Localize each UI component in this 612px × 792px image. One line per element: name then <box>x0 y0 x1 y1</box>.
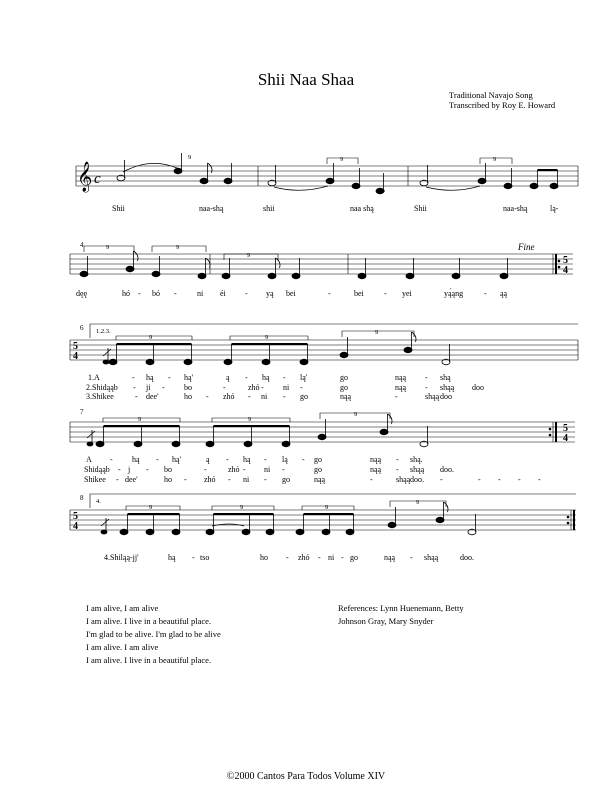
svg-text:-: - <box>396 465 399 474</box>
tuplet-label: 9 <box>265 334 269 341</box>
svg-text:dee': dee' <box>125 475 138 484</box>
svg-text:-: - <box>184 475 187 484</box>
lyrics-verse-4 <box>104 553 474 562</box>
svg-text:-: - <box>341 553 344 562</box>
svg-text:-: - <box>425 383 428 392</box>
svg-text:doo.: doo. <box>410 475 424 484</box>
song-title: Shii Naa Shaa <box>257 70 355 89</box>
svg-text:lą: lą <box>282 455 288 464</box>
fine-marking: Fine <box>518 242 535 252</box>
svg-text:go: go <box>300 392 308 401</box>
svg-text:go: go <box>340 373 348 382</box>
translation-line: I am alive. I am alive <box>86 642 159 652</box>
svg-text:nąą: nąą <box>370 465 382 474</box>
svg-text:-: - <box>282 465 285 474</box>
staff-3 <box>70 324 578 360</box>
svg-text:-: - <box>410 553 413 562</box>
svg-text:3.Shikee: 3.Shikee <box>86 392 114 401</box>
svg-text:doo.: doo. <box>460 553 474 562</box>
measure-number: 4 <box>80 241 84 249</box>
svg-text:-: - <box>498 475 501 484</box>
lyrics-verse-3-repeat <box>84 475 541 484</box>
svg-text:-: - <box>395 392 398 401</box>
svg-text:ąą: ąą <box>500 289 508 298</box>
lyrics-verse-1 <box>88 373 451 382</box>
time-signature-top: 5 <box>73 511 78 522</box>
translation-line: I'm glad to be alive. I'm glad to be alive <box>86 629 221 639</box>
svg-text:zhó: zhó <box>248 383 260 392</box>
svg-text:-: - <box>132 373 135 382</box>
time-signature-bottom: 4 <box>563 433 568 444</box>
tuplet-label: 9 <box>354 411 358 418</box>
lyrics-line-1 <box>112 204 559 213</box>
svg-text:naa-shą: naa-shą <box>199 204 224 213</box>
tuplet-label: 9 <box>240 504 244 511</box>
svg-text:-: - <box>286 553 289 562</box>
svg-text:nąą: nąą <box>340 392 352 401</box>
svg-text:ho: ho <box>260 553 268 562</box>
svg-text:-: - <box>440 475 443 484</box>
svg-text:zhó: zhó <box>204 475 216 484</box>
svg-text:naa-shą: naa-shą <box>503 204 528 213</box>
lyrics-verse-3 <box>86 392 452 401</box>
svg-text:hą: hą <box>243 455 251 464</box>
treble-clef-icon: 𝄞 <box>77 162 93 192</box>
svg-text:hą': hą' <box>184 373 193 382</box>
measure-number: 8 <box>80 494 84 502</box>
svg-text:bo: bo <box>184 383 192 392</box>
tuplet-label: 9 <box>325 504 329 511</box>
tuplet-label: 9 <box>188 154 192 161</box>
svg-text:-: - <box>192 553 195 562</box>
tuplet-label: 9 <box>176 244 180 251</box>
svg-text:-: - <box>538 475 541 484</box>
svg-text:yei: yei <box>402 289 412 298</box>
svg-text:-: - <box>425 373 428 382</box>
svg-text:tso: tso <box>200 553 210 562</box>
svg-text:yą: yą <box>266 289 274 298</box>
tuplet-label: 9 <box>149 334 153 341</box>
svg-text:lą-: lą- <box>550 204 559 213</box>
svg-text:-: - <box>384 289 387 298</box>
translation-line: I am alive. I live in a beautiful place. <box>86 655 212 665</box>
svg-text:go: go <box>314 465 322 474</box>
svg-text:ą: ą <box>206 455 210 464</box>
svg-text:-: - <box>243 465 246 474</box>
svg-text:-: - <box>245 289 248 298</box>
svg-text:bei: bei <box>354 289 364 298</box>
svg-text:-: - <box>133 383 136 392</box>
tuplet-label: 9 <box>106 244 110 251</box>
measure-number: 6 <box>80 324 84 332</box>
svg-text:go: go <box>282 475 290 484</box>
volta-ending-label: 1.2.3. <box>96 328 111 335</box>
translation-line: I am alive. I live in a beautiful place. <box>86 616 212 626</box>
svg-text:shąą: shąą <box>410 465 425 474</box>
tuplet-label: 9 <box>493 156 497 163</box>
staff-5 <box>70 494 576 530</box>
tuplet-label: 9 <box>248 416 252 423</box>
svg-text:A: A <box>86 455 92 464</box>
svg-text:ą: ą <box>226 373 230 382</box>
copyright-footer: ©2000 Cantos Para Todos Volume XIV <box>226 771 386 782</box>
svg-text:-: - <box>206 392 209 401</box>
svg-text:hą: hą <box>146 373 154 382</box>
svg-text:-: - <box>248 392 251 401</box>
time-signature-top: 5 <box>563 255 568 266</box>
svg-text:go: go <box>350 553 358 562</box>
svg-text:-: - <box>223 383 226 392</box>
svg-text:-: - <box>478 475 481 484</box>
svg-text:lą': lą' <box>300 373 308 382</box>
lyrics-verse-2-repeat <box>84 465 454 474</box>
svg-text:Shii: Shii <box>112 204 125 213</box>
svg-text:shąą: shąą <box>424 553 439 562</box>
svg-text:ni: ni <box>328 553 335 562</box>
tuplet-label: 9 <box>247 252 251 259</box>
svg-text:doo.: doo. <box>440 465 454 474</box>
svg-text:-: - <box>146 465 149 474</box>
svg-text:hą: hą <box>262 373 270 382</box>
svg-text:-: - <box>261 383 264 392</box>
svg-text:nąą: nąą <box>395 383 407 392</box>
svg-text:-: - <box>138 289 141 298</box>
staff-1-notes <box>117 153 558 194</box>
svg-text:zhó: zhó <box>298 553 310 562</box>
svg-text:-: - <box>168 373 171 382</box>
lyrics-verse-1-repeat <box>86 455 423 464</box>
common-time-icon: c <box>94 171 101 187</box>
svg-text:-: - <box>135 392 138 401</box>
svg-text:zhó: zhó <box>228 465 240 474</box>
measure-number: 7 <box>80 408 84 416</box>
svg-text:go: go <box>340 383 348 392</box>
svg-text:go: go <box>314 455 322 464</box>
svg-text:doo: doo <box>472 383 484 392</box>
svg-text:2.Shidąąb: 2.Shidąąb <box>86 383 118 392</box>
tuplet-label: 9 <box>416 499 420 506</box>
svg-text:-: - <box>328 289 331 298</box>
svg-text:-: - <box>370 475 373 484</box>
svg-text:j: j <box>128 465 131 474</box>
svg-text:ni: ni <box>243 475 250 484</box>
svg-text:-: - <box>174 289 177 298</box>
svg-text:nąą: nąą <box>384 553 396 562</box>
svg-text:Shikee: Shikee <box>84 475 106 484</box>
svg-text:shąą: shąą <box>440 383 455 392</box>
svg-text:-: - <box>162 383 165 392</box>
svg-text:-: - <box>302 455 305 464</box>
volta-ending-label: 4. <box>96 498 101 505</box>
svg-text:bó: bó <box>152 289 160 298</box>
time-signature-bottom: 4 <box>73 351 78 362</box>
credit-transcriber: Transcribed by Roy E. Howard <box>449 100 556 110</box>
svg-text:shii: shii <box>263 204 275 213</box>
svg-text:hó: hó <box>122 289 130 298</box>
svg-text:-: - <box>283 373 286 382</box>
svg-text:hą: hą <box>132 455 140 464</box>
svg-text:ho: ho <box>164 475 172 484</box>
svg-text:shąą: shąą <box>396 475 411 484</box>
svg-text:ho: ho <box>184 392 192 401</box>
svg-text:nąą: nąą <box>314 475 326 484</box>
svg-text:Shidąąb: Shidąąb <box>84 465 110 474</box>
svg-text:nąą: nąą <box>370 455 382 464</box>
svg-text:shą: shą <box>440 373 451 382</box>
svg-text:bei: bei <box>286 289 296 298</box>
svg-text:zhó: zhó <box>223 392 235 401</box>
time-signature-top: 5 <box>73 341 78 352</box>
svg-text:-: - <box>118 465 121 474</box>
svg-text:ni: ni <box>264 465 271 474</box>
svg-text:bo: bo <box>164 465 172 474</box>
svg-text:dee': dee' <box>146 392 159 401</box>
svg-text:hą': hą' <box>172 455 181 464</box>
svg-text:-: - <box>116 475 119 484</box>
svg-text:nąą: nąą <box>395 373 407 382</box>
staff-2 <box>70 254 573 274</box>
svg-text:-: - <box>283 392 286 401</box>
svg-text:-: - <box>110 455 113 464</box>
svg-text:shą.: shą. <box>410 455 423 464</box>
svg-text:-: - <box>226 455 229 464</box>
references: References: Lynn Huenemann, Betty Johnson Gray, Mary Snyder <box>338 603 464 626</box>
svg-text:dęę: dęę <box>76 289 88 298</box>
svg-text:-: - <box>518 475 521 484</box>
translation-line: I am alive, I am alive <box>86 603 159 613</box>
tuplet-label: 9 <box>149 504 153 511</box>
lyrics-line-2 <box>76 288 508 298</box>
svg-text:-: - <box>318 553 321 562</box>
svg-text:1.A: 1.A <box>88 373 100 382</box>
svg-text:Shii: Shii <box>414 204 427 213</box>
svg-text:éi: éi <box>220 289 226 298</box>
svg-text:-: - <box>484 289 487 298</box>
svg-text:-: - <box>245 373 248 382</box>
svg-text:shąą: shąą <box>425 392 440 401</box>
svg-text:-: - <box>264 455 267 464</box>
svg-text:ni: ni <box>261 392 268 401</box>
svg-text:ni: ni <box>197 289 204 298</box>
time-signature-bottom: 4 <box>563 265 568 276</box>
time-signature-top: 5 <box>563 423 568 434</box>
time-signature-bottom: 4 <box>73 521 78 532</box>
credit-tradition: Traditional Navajo Song <box>449 90 533 100</box>
svg-text:-: - <box>264 475 267 484</box>
svg-text:-: - <box>396 455 399 464</box>
svg-text:-: - <box>228 475 231 484</box>
english-translation <box>86 602 221 667</box>
tuplet-label: 9 <box>375 329 379 336</box>
svg-text:ji: ji <box>146 383 151 392</box>
svg-text:doo: doo <box>440 392 452 401</box>
svg-text:4.Shiląą-jj': 4.Shiląą-jj' <box>104 553 139 562</box>
lyrics-verse-2 <box>86 383 484 392</box>
svg-text:hą: hą <box>168 553 176 562</box>
svg-text:-: - <box>300 383 303 392</box>
svg-text:naa shą: naa shą <box>350 204 374 213</box>
svg-text:yą́ąng: yą́ąng <box>444 289 464 298</box>
svg-text:-: - <box>156 455 159 464</box>
svg-text:-: - <box>204 465 207 474</box>
tuplet-label: 9 <box>340 156 344 163</box>
svg-text:ni: ni <box>283 383 290 392</box>
tuplet-label: 9 <box>138 416 142 423</box>
